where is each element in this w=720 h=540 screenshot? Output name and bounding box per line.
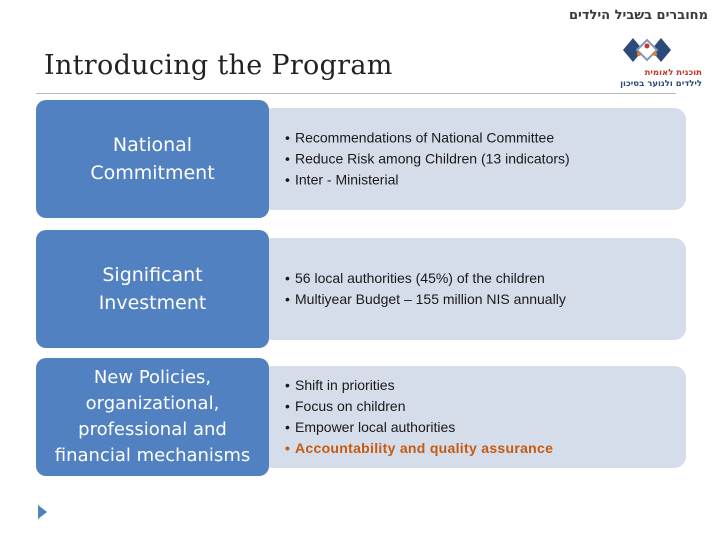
bullet-item: • Reduce Risk among Children (13 indicators) xyxy=(285,149,678,170)
detail-box xyxy=(261,366,686,468)
heading-box xyxy=(36,358,269,476)
heading-label: National Commitment xyxy=(90,134,215,184)
logo-text-line-2: לילדים ולנוער בסיכון xyxy=(620,79,702,89)
bullet-item: • Focus on children xyxy=(285,396,678,417)
heading-box xyxy=(36,100,269,218)
program-logo xyxy=(585,32,710,94)
heading-label: New Policies, organizational, professional and financial mechanisms xyxy=(54,367,251,466)
bullet-item: • Empower local authorities xyxy=(285,417,678,438)
heading-label: Significant Investment xyxy=(98,264,207,314)
bullet-list xyxy=(285,268,678,310)
row-new-policies xyxy=(36,358,686,476)
bullet-item: • Multiyear Budget – 155 million NIS annually xyxy=(285,289,678,310)
detail-box xyxy=(261,238,686,340)
bullet-list xyxy=(285,375,678,459)
heading-box xyxy=(36,230,269,348)
next-slide-arrow-icon[interactable] xyxy=(38,505,47,519)
row-significant-investment xyxy=(36,230,686,348)
bullet-item: • Inter - Ministerial xyxy=(285,170,678,191)
bullet-list xyxy=(285,128,678,191)
logo-emblem-icon xyxy=(617,32,677,68)
bullet-item: • Recommendations of National Committee xyxy=(285,128,678,149)
hebrew-tagline: מחוברים בשביל הילדים xyxy=(568,8,708,23)
detail-box xyxy=(261,108,686,210)
logo-text-line-1: תוכנית לאומית xyxy=(644,68,702,78)
bullet-item: • Shift in priorities xyxy=(285,375,678,396)
page-title: Introducing the Program xyxy=(44,50,393,81)
bullet-item: • 56 local authorities (45%) of the children xyxy=(285,268,678,289)
title-divider xyxy=(36,93,676,94)
row-national-commitment xyxy=(36,100,686,218)
bullet-item-highlighted: • Accountability and quality assurance xyxy=(285,438,678,459)
